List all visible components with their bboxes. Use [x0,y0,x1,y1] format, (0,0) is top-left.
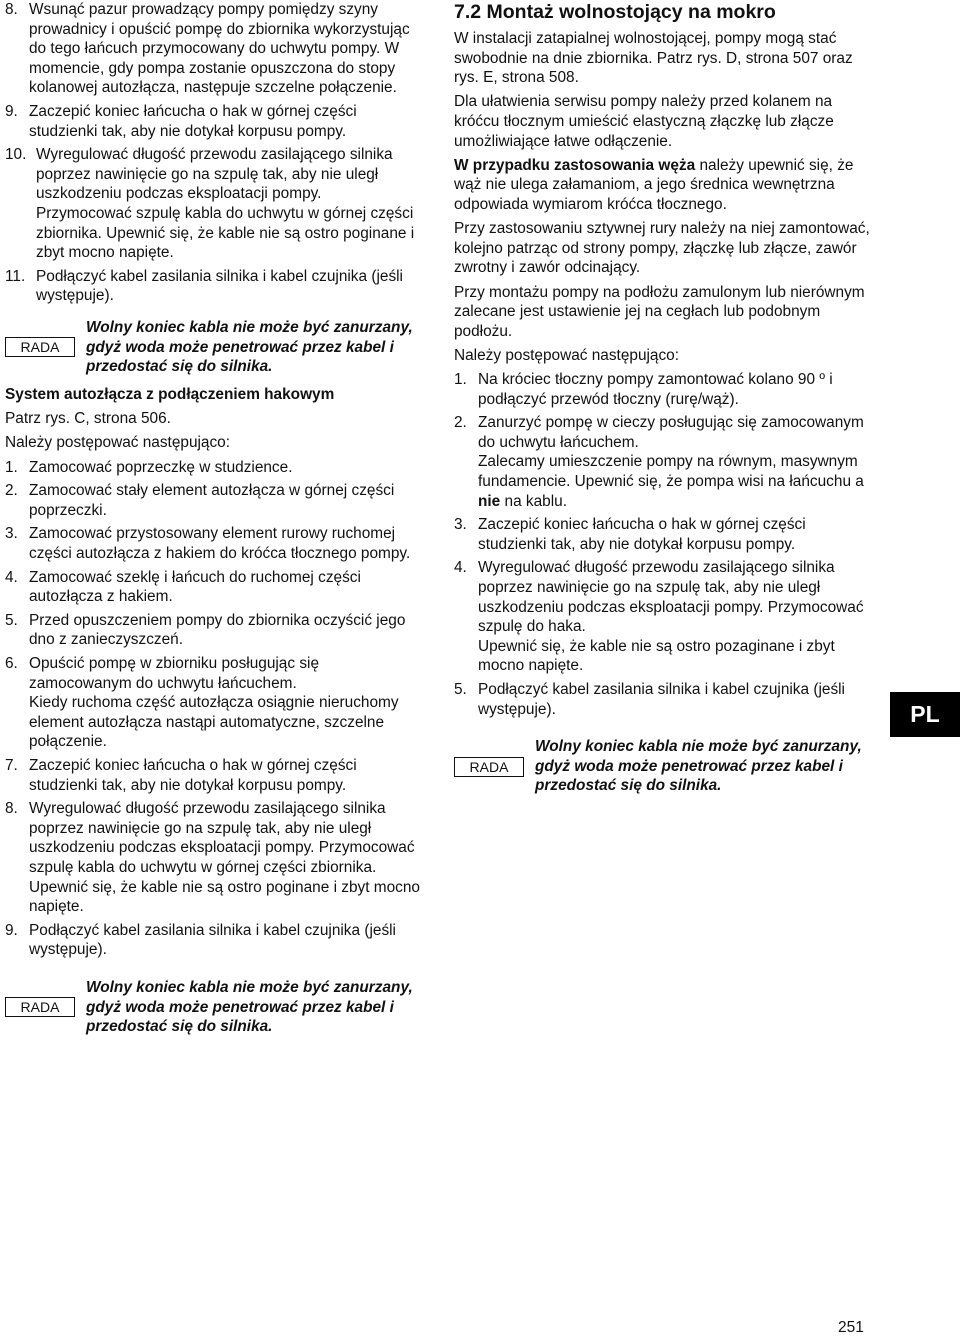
tip-text: Wolny koniec kabla nie może być zanurzany, gdyż woda może penetrować przez kabel i przedostać się do silnika. [535,738,862,795]
item-text [29,654,420,752]
item-number: 4. [454,559,467,577]
tip-label: RADA [454,757,524,777]
language-tab: PL [890,692,960,737]
item-number: 9. [5,921,18,939]
item-number: 3. [5,525,18,543]
item-text-line: na kablu. [500,492,567,510]
item-text: Zaczepić koniec łańcucha o hak w górnej części studzienki tak, aby nie dotykał korpusu pompy. [478,516,806,553]
tip-note [454,737,872,796]
tip-note [5,318,420,377]
item-number: 5. [5,611,18,629]
item-text: Wsunąć pazur prowadzący pompy pomiędzy szyny prowadnicy i opuścić pompę do zbiornika wykorzystując do tego łańcuch przymocowany do uchwytu pompy. W momencie, gdy pompa zostanie opuszczona do stopy kolanowej autozłącza, następuje szczelne połączenie. [29,1,410,97]
page-number: 251 [838,1319,864,1336]
item-number: 7. [5,756,18,774]
item-text: Przed opuszczeniem pompy do zbiornika oczyścić jego dno z zanieczyszczeń. [29,611,406,649]
list-item [5,921,420,960]
item-number: 2. [454,414,467,432]
see-reference: Patrz rys. C, strona 506. [5,410,171,428]
item-text [478,413,872,511]
tip-text: Wolny koniec kabla nie może być zanurzany, gdyż woda może penetrować przez kabel i przedostać się do silnika. [86,978,413,1036]
tip-text: Wolny koniec kabla nie może być zanurzany, gdyż woda może penetrować przez kabel i przedostać się do silnika. [86,318,413,376]
list-item [5,0,420,98]
list-item [454,680,872,719]
list-item [5,524,420,563]
list-item [454,370,872,409]
list-item [5,654,420,752]
item-text: Zamocować przystosowany element rurowy ruchomej części autozłącza z hakiem do króćca tłocznego pompy. [29,525,411,563]
item-text-line: Upewnić się, że kable nie są ostro pozaginane i zbyt mocno napięte. [478,637,835,675]
paragraph: Dla ułatwienia serwisu pompy należy przed kolanem na króćcu tłocznym umieścić elastyczną złączkę lub złącze umożliwiające łatwe odłączenie. [454,93,834,150]
item-text: Zamocować stały element autozłącza w górnej części poprzeczki. [29,482,395,519]
intro-text: Należy postępować następująco: [5,434,231,452]
list-item [5,481,420,520]
list-item [454,413,872,511]
item-text-line: Opuścić pompę w zbiorniku posługując się zamocowanym do uchwytu łańcuchem. [29,655,320,692]
item-text: Podłączyć kabel zasilania silnika i kabel czujnika (jeśli występuje). [36,267,403,305]
right-column [454,0,872,804]
list-item [454,558,872,676]
item-number: 1. [454,371,467,389]
tip-label: RADA [5,337,75,357]
list-item [5,799,420,917]
item-number: 3. [454,516,467,534]
item-text: Zamocować poprzeczkę w studzience. [29,458,293,476]
item-number: 5. [454,680,467,698]
item-text: Wyregulować długość przewodu zasilającego silnika poprzez nawinięcie go na szpulę tak, aby nie uległ uszkodzeniu podczas eksploatacji pompy. Przymocować szpulę kabla do uchwytu w górnej części zbiornika. Upewnić się, że kable nie są ostro poginane i zbyt mocno napięte. [36,146,415,262]
paragraph: Przy zastosowaniu sztywnej rury należy na niej zamontować, kolejno patrząc od strony pompy, złączkę lub złącze, zawór zwrotny i zawór odcinający. [454,220,870,277]
item-text: Zaczepić koniec łańcucha o hak w górnej części studzienki tak, aby nie dotykał korpusu pompy. [29,102,357,140]
item-text: Wyregulować długość przewodu zasilającego silnika poprzez nawinięcie go na szpulę tak, aby nie uległ uszkodzeniu podczas eksploatacji pompy. Przymocować szpulę kabla do uchwytu w górnej części zbiornika. Upewnić się, że kable nie są ostro poginane i zbyt mocno napięte. [29,800,420,916]
item-number: 4. [5,568,18,586]
intro-text: Należy postępować następująco: [454,346,680,364]
list-item [5,267,420,306]
item-number: 2. [5,482,18,500]
paragraph-text: należy upewnić się, że wąż nie ulega załamaniom, a jego średnica wewnętrzna odpowiada wymiarom króćca tłocznego. [454,156,854,213]
item-number: 10. [5,146,27,164]
paragraph: Przy montażu pompy na podłożu zamulonym lub nierównym zalecane jest ustawienie jej na cegłach lub podobnym podłożu. [454,283,865,340]
item-text-line: Zalecamy umieszczenie pompy na równym, masywnym fundamencie. Upewnić się, że pompa wisi na łańcuchu a [478,453,864,491]
list-item [5,145,420,263]
item-text: Podłączyć kabel zasilania silnika i kabel czujnika (jeśli występuje). [29,921,396,959]
tip-label: RADA [5,997,75,1017]
list-item [5,102,420,141]
list-item [454,515,872,554]
item-number: 8. [5,800,18,818]
item-number: 9. [5,102,18,120]
item-text: Podłączyć kabel zasilania silnika i kabel czujnika (jeśli występuje). [478,680,845,718]
emphasis: nie [478,492,501,510]
item-number: 8. [5,1,18,18]
section-heading: System autozłącza z podłączeniem hakowym [5,385,335,403]
item-text [478,558,872,676]
tip-note [5,978,420,1037]
item-number: 6. [5,655,18,672]
item-text: Zamocować szeklę i łańcuch do ruchomej części autozłącza z hakiem. [29,568,361,606]
item-text: Zaczepić koniec łańcucha o hak w górnej części studzienki tak, aby nie dotykał korpusu pompy. [29,756,357,794]
list-item [5,568,420,607]
item-text-line: Wyregulować długość przewodu zasilającego silnika poprzez nawinięcie go na szpulę tak, aby nie uległ uszkodzeniu podczas eksploatacji pompy. Przymocować szpulę do haka. [478,559,864,636]
emphasis: W przypadku zastosowania węża [454,156,696,174]
item-text-line: Zanurzyć pompę w cieczy posługując się zamocowanym do uchwytu łańcuchem. [478,414,864,451]
paragraph [454,156,872,215]
paragraph: W instalacji zatapialnej wolnostojącej, pompy mogą stać swobodnie na dnie zbiornika. Patrz rys. D, strona 507 oraz rys. E, strona 508. [454,30,853,87]
item-text-line: Kiedy ruchoma część autozłącza osiągnie nieruchomy element autozłącza nastąpi automatyczne, szczelne połączenie. [29,694,399,751]
left-column [5,0,420,1045]
list-item [5,611,420,650]
list-item [5,458,420,478]
item-number: 11. [5,267,26,285]
list-item [5,756,420,795]
section-title: 7.2 Montaż wolnostojący na mokro [454,1,776,23]
item-number: 1. [5,458,18,476]
item-text: Na króciec tłoczny pompy zamontować kolano 90 º i podłączyć przewód tłoczny (rurę/wąż). [478,371,833,408]
